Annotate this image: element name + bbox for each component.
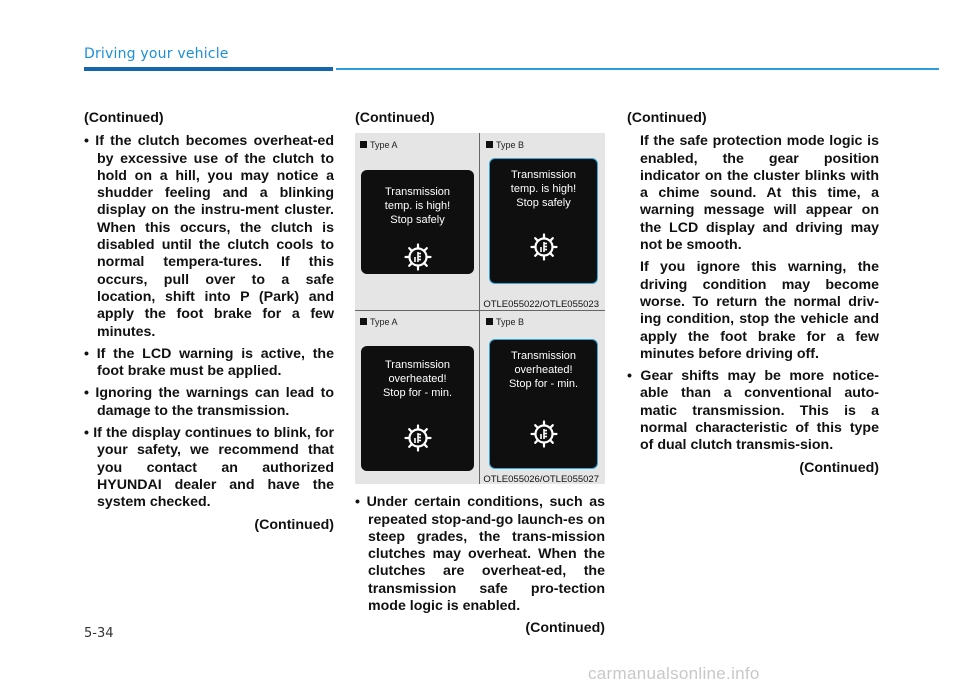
bullet-lcd-warning: • If the LCD warning is active, the foot brake must be applied. [84,345,334,380]
screen-line: overheated! [514,364,573,377]
lcd-screen-temp-high-type-a [361,170,474,274]
transmission-warning-icon [530,233,558,261]
screen-line: temp. is high! [384,200,451,213]
screen-line: Transmission [385,359,450,372]
figure-code: OTLE055026/OTLE055027 [483,474,599,486]
section-title: Driving your vehicle [84,46,229,62]
column-left [84,110,334,538]
screen-line: Stop for - min. [382,387,453,400]
bullet-display-blink: • If the display continues to blink, for your safety, we recommend that you contact an authorized HYUNDAI dealer and have the system checked. [84,425,334,511]
type-a-label: Type A [360,314,398,331]
screen-line: Stop for - min. [508,378,579,391]
warning-display-figure [355,133,605,484]
header-rule-light [336,68,939,70]
type-a-label: Type A [360,137,398,154]
screen-line: Stop safely [516,197,571,210]
paragraph-safe-mode: If the safe protection mode logic is enabled, the gear position indicator on the cluster blinks with a chime sound. At this time, a warning message will appear on the LCD display and driving may not be smooth. [640,133,879,254]
page-number: 5-34 [84,626,114,641]
column-middle [355,110,605,642]
type-b-label: Type B [486,314,524,331]
bullet-gear-shifts: • Gear shifts may be more notice-able than a conventional auto-matic transmission. This is a normal characteristic of this type of dual clutch transmis-sion. [627,368,879,454]
screen-line: Transmission [511,350,576,363]
lcd-screen-temp-high-type-b [489,158,598,284]
screen-line: Stop safely [390,214,445,227]
continued-footer: (Continued) [525,620,605,637]
continued-heading: (Continued) [627,110,707,126]
transmission-warning-icon [404,424,432,452]
continued-heading: (Continued) [355,110,435,126]
watermark: carmanualsonline.info [588,664,760,683]
type-b-label: Type B [486,137,524,154]
screen-line: temp. is high! [510,183,577,196]
screen-line: Transmission [511,169,576,182]
header-rule-dark [84,67,333,71]
continued-heading: (Continued) [84,110,164,126]
column-right [627,110,879,481]
bullet-ignoring-warnings: • Ignoring the warnings can lead to damage to the transmission. [84,385,334,419]
screen-line: Transmission [385,186,450,199]
continued-footer: (Continued) [254,516,334,533]
bullet-clutch-overheat-conditions: • Under certain conditions, such as repeated stop-and-go launch-es on steep grades, the trans-mission clutches may overheat. When the clutches are overheat-ed, the transmission safe pro-tection mode logic is enabled. [355,494,605,615]
lcd-screen-overheated-type-a [361,346,474,471]
bullet-clutch-overheat: • If the clutch becomes overheat-ed by excessive use of the clutch to hold on a hill, you may notice a shudder feeling and a blinking display on the instru-ment cluster. When this occurs, the clutch is disabled until the clutch cools to normal tempera-tures. If this occurs, pull over to a safe location, shift into P (Park) and apply the foot brake for a few minutes. [84,133,334,340]
figure-divider-vertical [479,311,480,484]
transmission-warning-icon [404,243,432,271]
continued-footer: (Continued) [799,459,879,476]
figure-divider-vertical [479,133,480,310]
transmission-warning-icon [530,420,558,448]
figure-code: OTLE055022/OTLE055023 [483,299,599,311]
screen-line: overheated! [388,373,447,386]
lcd-screen-overheated-type-b [489,339,598,469]
paragraph-ignore-warning: If you ignore this warning, the driving condition may become worse. To return the normal driv-ing condition, stop the vehicle and apply the foot brake for a few minutes before driving off. [640,259,879,362]
